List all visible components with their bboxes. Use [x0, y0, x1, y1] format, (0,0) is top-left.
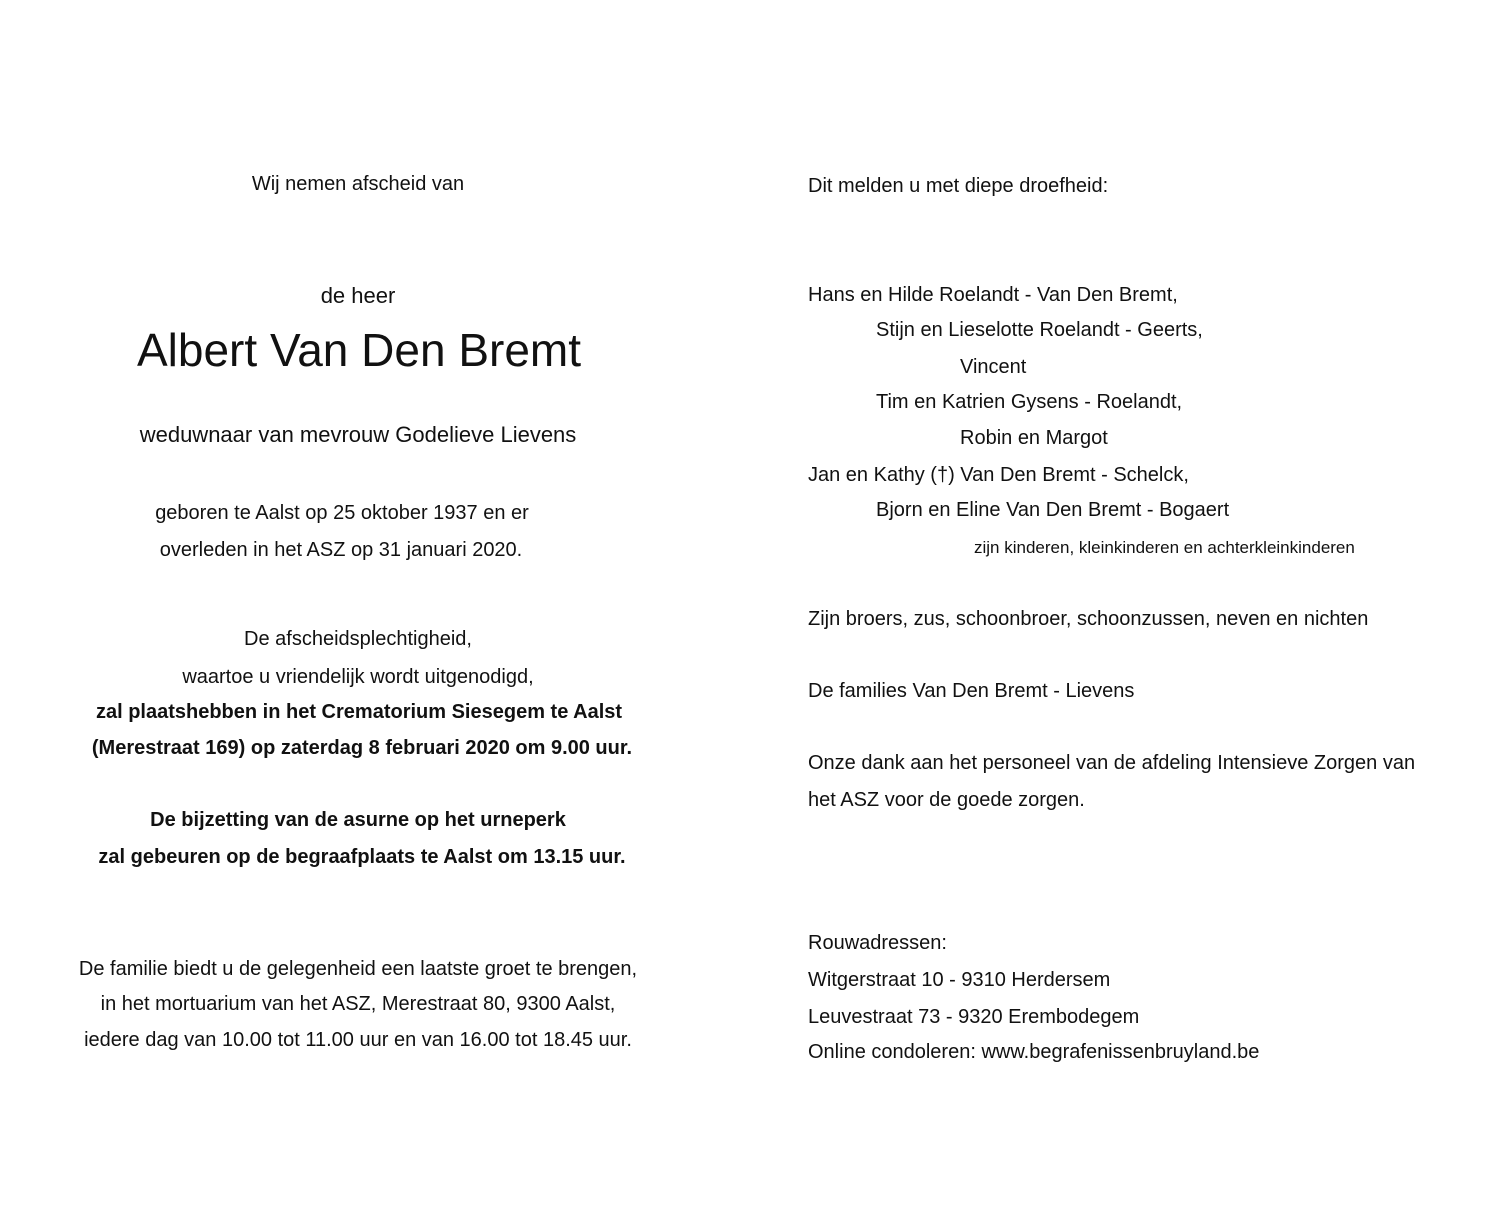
announcement-intro: Dit melden u met diepe droefheid:	[808, 175, 1109, 197]
ceremony-line-4: (Merestraat 169) op zaterdag 8 februari 2020 om 9.00 uur.	[91, 737, 633, 759]
ceremony-line-2: waartoe u vriendelijk wordt uitgenodigd,	[182, 666, 534, 688]
ceremony-line-3: zal plaatshebben in het Crematorium Siesegem te Aalst	[95, 701, 623, 723]
burial-line-1: De bijzetting van de asurne op het urneperk	[150, 809, 566, 831]
family-line-5: Robin en Margot	[960, 427, 1108, 449]
honorific: de heer	[320, 283, 396, 308]
death-line: overleden in het ASZ op 31 januari 2020.	[159, 539, 523, 561]
siblings-line: Zijn broers, zus, schoonbroer, schoonzussen, neven en nichten	[808, 608, 1369, 630]
family-line-1: Hans en Hilde Roelandt - Van Den Bremt,	[808, 284, 1178, 306]
visitation-line-1: De familie biedt u de gelegenheid een laatste groet te brengen,	[78, 958, 638, 980]
family-line-6: Jan en Kathy (†) Van Den Bremt - Schelck,	[808, 464, 1189, 486]
families-line: De families Van Den Bremt - Lievens	[808, 680, 1135, 702]
burial-line-2: zal gebeuren op de begraafplaats te Aalst om 13.15 uur.	[98, 846, 626, 868]
descendants-line: zijn kinderen, kleinkinderen en achterkleinkinderen	[974, 538, 1355, 557]
thanks-line-2: het ASZ voor de goede zorgen.	[808, 789, 1085, 811]
deceased-name: Albert Van Den Bremt	[136, 324, 582, 376]
family-line-4: Tim en Katrien Gysens - Roelandt,	[876, 391, 1183, 413]
address-2: Leuvestraat 73 - 9320 Erembodegem	[808, 1006, 1140, 1028]
family-line-2: Stijn en Lieselotte Roelandt - Geerts,	[876, 319, 1203, 341]
family-line-3: Vincent	[960, 356, 1027, 378]
addresses-label: Rouwadressen:	[808, 932, 947, 954]
visitation-line-2: in het mortuarium van het ASZ, Merestraat 80, 9300 Aalst,	[100, 993, 616, 1015]
visitation-line-3: iedere dag van 10.00 tot 11.00 uur en van 16.00 tot 18.45 uur.	[84, 1029, 632, 1051]
thanks-line-1: Onze dank aan het personeel van de afdeling Intensieve Zorgen van	[808, 752, 1416, 774]
birth-line: geboren te Aalst op 25 oktober 1937 en er	[155, 502, 529, 524]
address-1: Witgerstraat 10 - 9310 Herdersem	[808, 969, 1111, 991]
widower-line: weduwnaar van mevrouw Godelieve Lievens	[139, 422, 577, 447]
ceremony-line-1: De afscheidsplechtigheid,	[244, 628, 472, 650]
family-line-7: Bjorn en Eline Van Den Bremt - Bogaert	[876, 499, 1230, 521]
online-condolences: Online condoleren: www.begrafenissenbruyland.be	[808, 1041, 1260, 1063]
intro-text: Wij nemen afscheid van	[251, 173, 465, 195]
